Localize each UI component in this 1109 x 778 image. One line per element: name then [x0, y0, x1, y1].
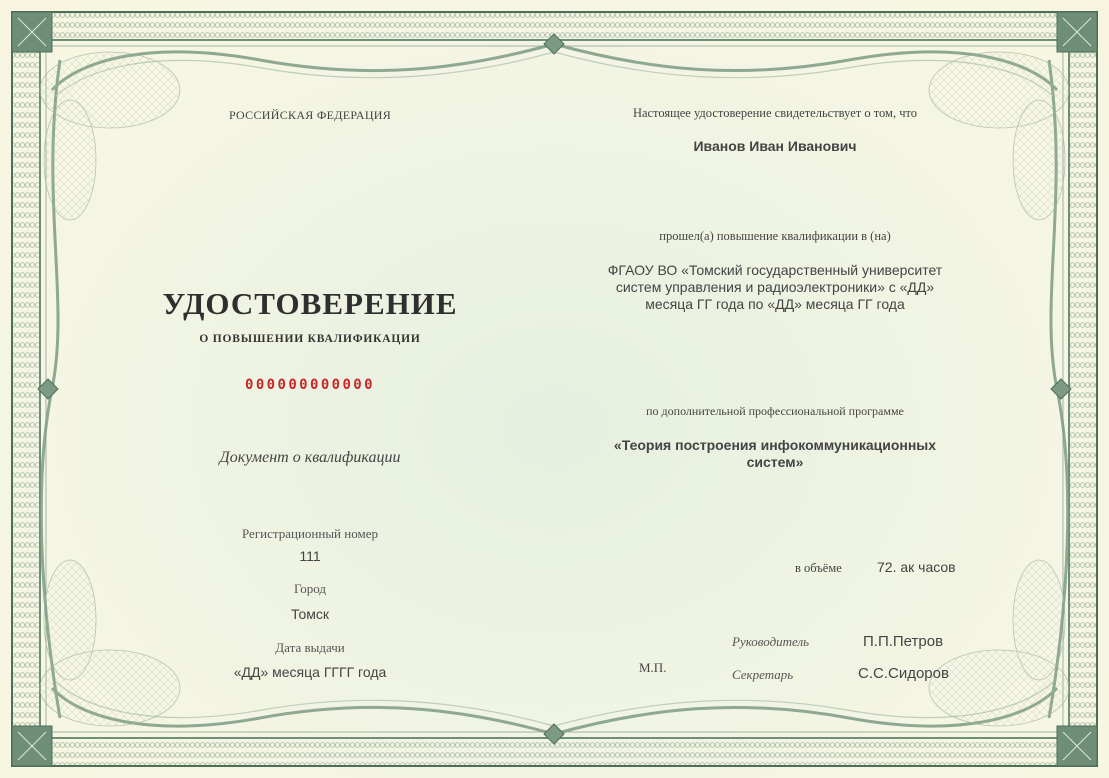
volume-value: 72. ак часов [877, 559, 956, 575]
issue-date-value: «ДД» месяца ГГГГ года [233, 664, 387, 680]
completed-text: прошел(а) повышение квалификации в (на) [659, 229, 891, 243]
program-name: «Теория построения инфокоммуникационных систем» [613, 437, 937, 470]
program-label: по дополнительной профессиональной программе [646, 404, 904, 418]
volume-label: в объёме [795, 561, 842, 575]
city-value: Томск [291, 606, 329, 622]
head-role-label: Руководитель [732, 634, 810, 649]
head-name: П.П.Петров [863, 633, 944, 650]
secretary-name: С.С.Сидоров [858, 665, 949, 682]
institution-text: ФГАОУ ВО «Томский государственный университет систем управления и радиоэлектроники» с «ДД» месяца ГГ года по «ДД» месяца ГГ года [607, 262, 943, 312]
document-subtitle: О ПОВЫШЕНИИ КВАЛИФИКАЦИИ [199, 333, 421, 345]
seal-place-mark: М.П. [639, 660, 667, 675]
document-title: УДОСТОВЕРЕНИЕ [162, 286, 458, 321]
secretary-role-label: Секретарь [732, 667, 794, 682]
registration-number-value: 111 [299, 548, 321, 564]
registration-number-label: Регистрационный номер [242, 526, 378, 541]
issue-date-label: Дата выдачи [275, 640, 345, 655]
serial-number: 000000000000 [245, 377, 375, 393]
country-name: РОССИЙСКАЯ ФЕДЕРАЦИЯ [228, 108, 392, 122]
holder-name: Иванов Иван Иванович [693, 138, 857, 154]
certifies-text: Настоящее удостоверение свидетельствует о том, что [632, 106, 918, 120]
city-label: Город [293, 581, 327, 596]
document-type: Документ о квалификации [219, 449, 401, 466]
